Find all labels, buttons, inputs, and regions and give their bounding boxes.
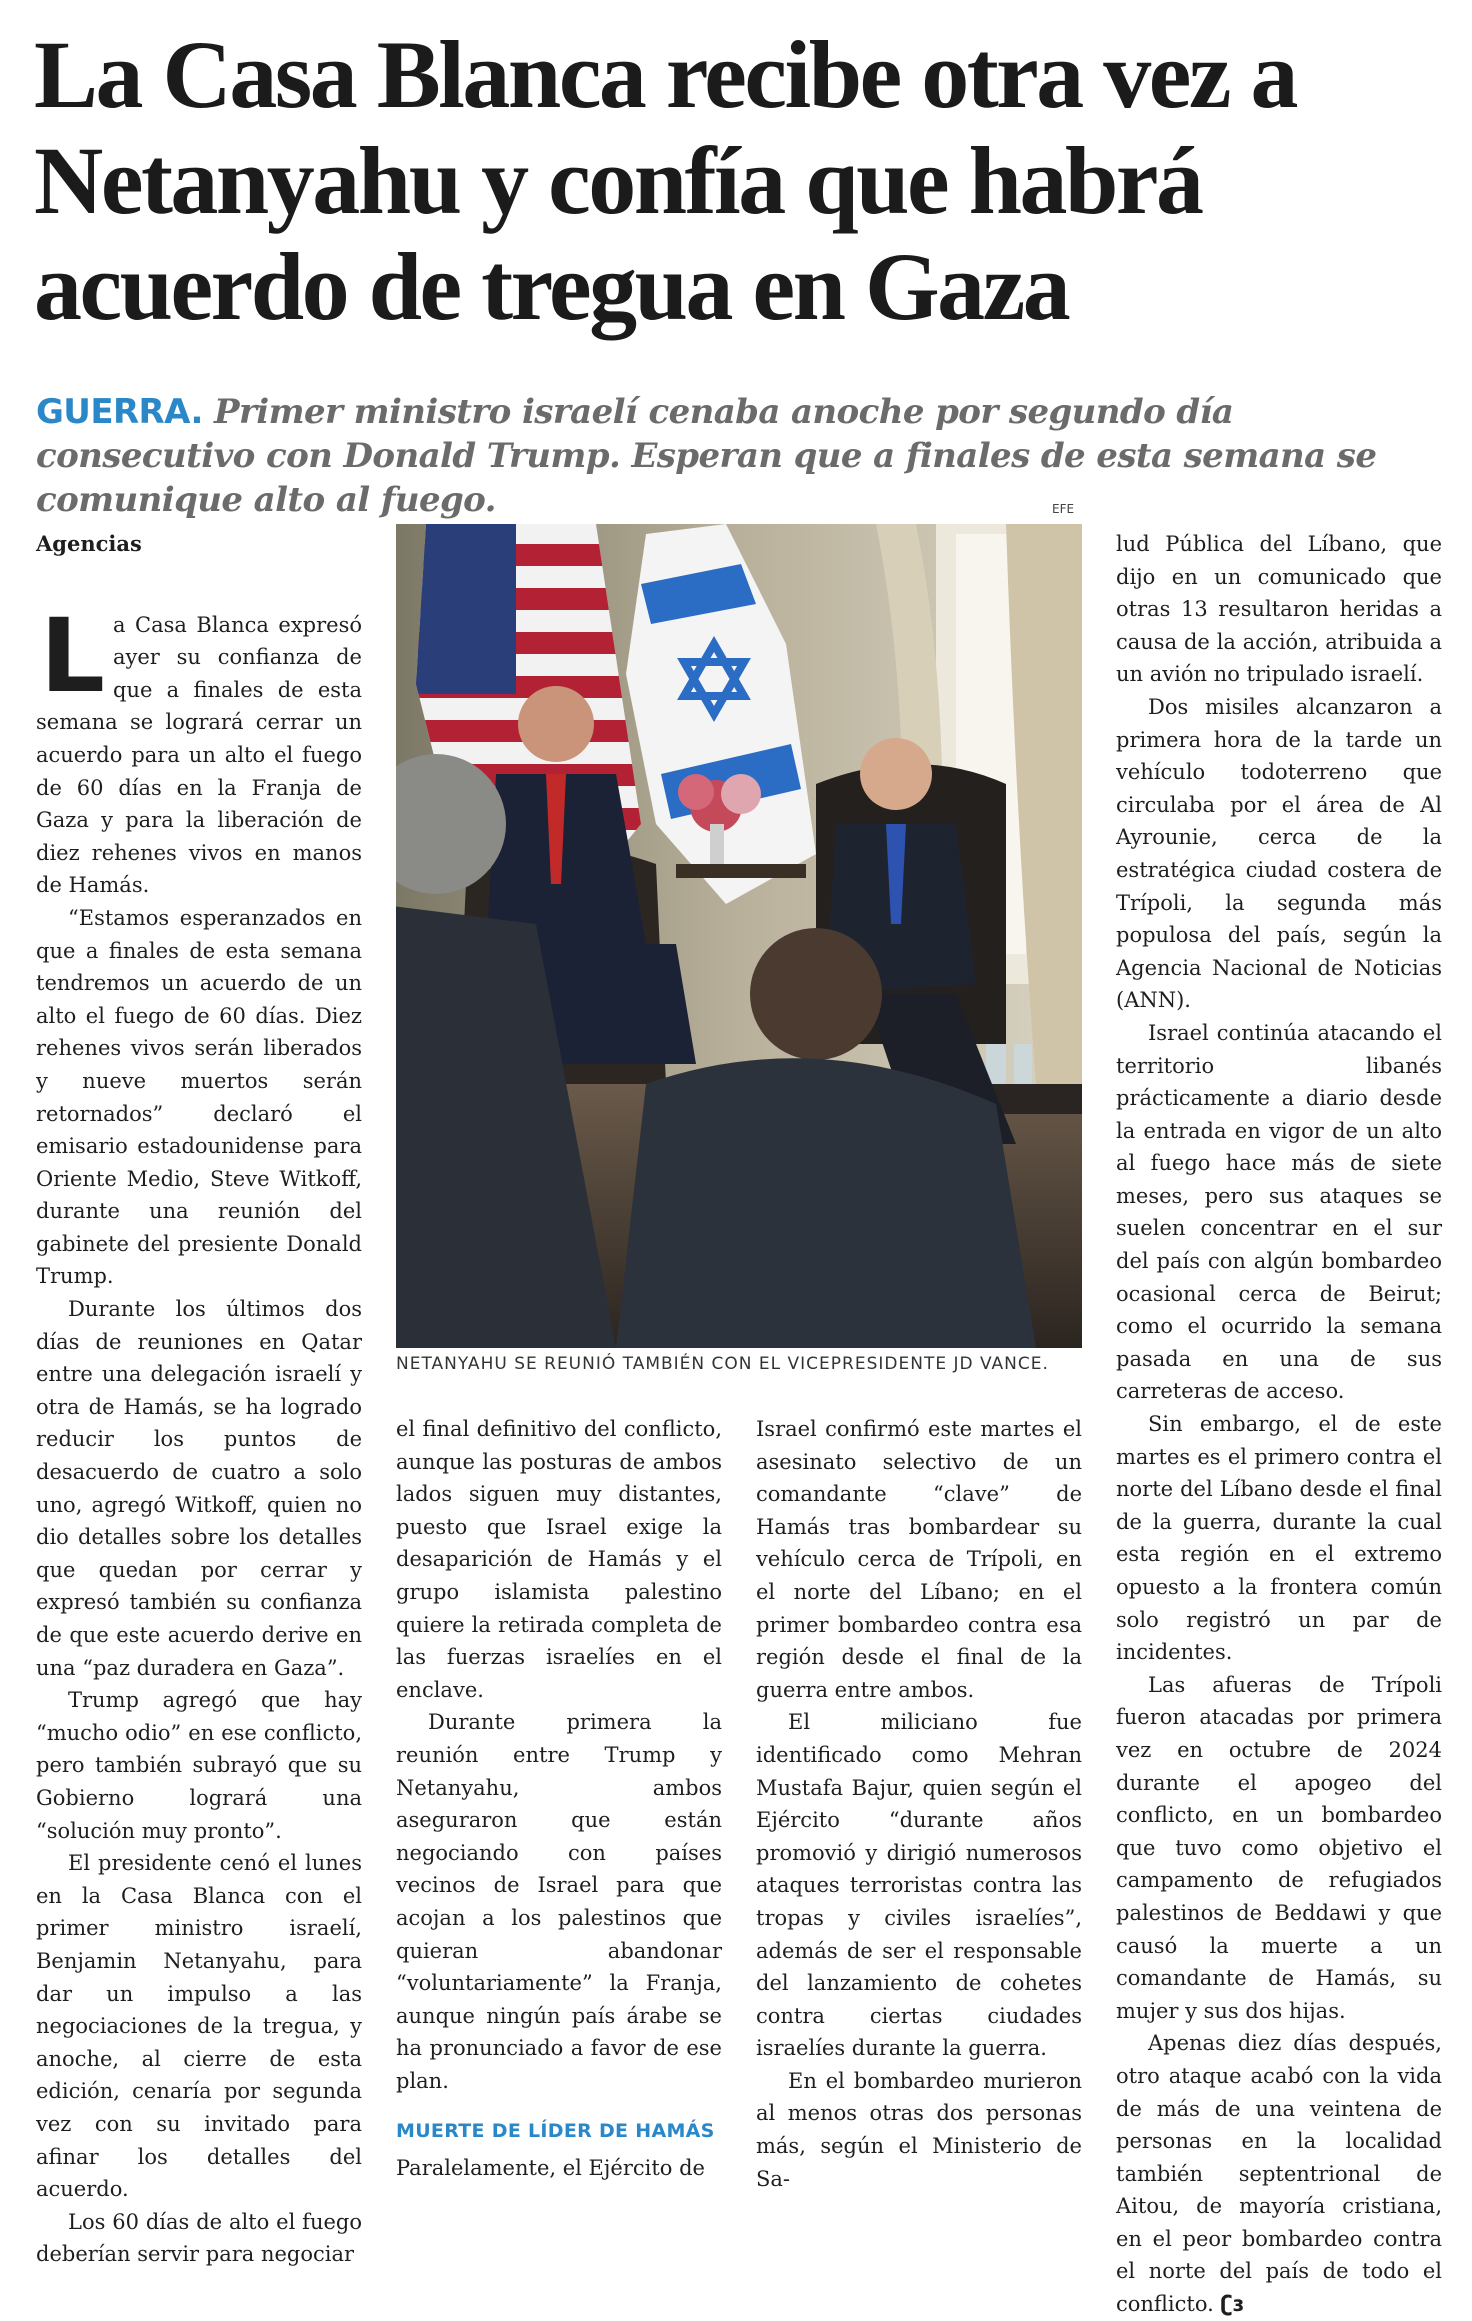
column-1 [36,528,362,2271]
deck [36,390,1436,522]
byline: Agencias [36,531,142,556]
paragraph: El presidente cenó el lunes en la Casa Blanca con el primer ministro israelí, Benjamin Netanyahu, para dar un impulso a las negociaciones de la tregua, y anoche, al cierre de esta edición, cenaría por segunda vez con su invitado para afinar los detalles del acuerdo. [36,1851,362,2202]
column-2 [396,1413,722,2185]
headline: La Casa Blanca recibe otra vez a Netanyahu y confía que habrá acuerdo de tregua en Gaza [34,21,1296,340]
paragraph: Dos misiles alcanzaron a primera hora de la tarde un vehículo todoterreno que circulaba por el área de Al Ayrounie, cerca de la estratégica ciudad costera de Trípoli, la segunda más populosa del país, según la Agencia Nacional de Noticias (ANN). [1116,694,1442,1013]
paragraph: “Estamos esperanzados en que a finales de esta semana tendremos un acuerdo de un alto el fuego de 60 días. Diez rehenes vivos serán liberados y nueve muertos serán retornados” declaró el emisario estadounidense para Oriente Medio, Steve Witkoff, durante una reunión del gabinete del presiente Donald Trump. [36,905,362,1289]
column-3 [756,1413,1082,2195]
subhead: MUERTE DE LÍDER DE HAMÁS [396,2120,715,2143]
paragraph [1116,2027,1442,2320]
paragraph: Durante los últimos dos días de reuniones en Qatar entre una delegación israelí y otra de Hamás, se ha logrado reducir los puntos de desacuerdo de cuatro a solo uno, agregó Witkoff, quien no dio detalles sobre los detalles que quedan por cerrar y expresó también su confianza de que este acuerdo derive en una “paz duradera en Gaza”. [36,1297,362,1680]
paragraph: Las afueras de Trípoli fueron atacadas por primera vez en octubre de 2024 durante el apogeo del conflicto, en un bombardeo que tuvo como objetivo el campamento de refugiados palestinos de Beddawi y que causó la muerte a un comandante de Hamás, su mujer y sus dos hijas. [1116,1672,1442,2023]
paragraph: Israel continúa atacando el territorio libanés prácticamente a diario desde la entrada en vigor de un alto al fuego hace más de siete meses, pero sus ataques se suelen concentrar en el sur del país con algún bombardeo ocasional cerca de Beirut; como el ocurrido la semana pasada en una de sus carreteras de acceso. [1116,1020,1442,1404]
paragraph: el final definitivo del conflicto, aunque las posturas de ambos lados siguen muy distantes, puesto que Israel exige la desaparición de Hamás y el grupo islamista palestino quiere la retirada completa de las fuerzas israelíes en el enclave. [396,1417,722,1702]
paragraph: El miliciano fue identificado como Mehran Mustafa Bajur, quien según el Ejército “durante años promovió y dirigió numerosos ataques terroristas contra las tropas y civiles israelíes”, además de ser el responsable del lanzamiento de cohetes contra ciertas ciudades israelíes durante la guerra. [756,1710,1082,2061]
paragraph: Durante primera la reunión entre Trump y Netanyahu, ambos aseguraron que están negociando con países vecinos de Israel para que acojan a los palestinos que quieran abandonar “voluntariamente” la Franja, aunque ningún país árabe se ha pronunciado a favor de ese plan. [396,1710,722,2093]
paragraph: En el bombardeo murieron al menos otras dos personas más, según el Ministerio de Sa- [756,2068,1082,2191]
paragraph: Sin embargo, el de este martes es el primero contra el norte del Líbano desde el final de la guerra, durante la cual esta región en el extremo opuesto a la frontera común solo registró un par de incidentes. [1116,1412,1442,1665]
news-photo [396,524,1082,1348]
end-mark: ʗɜ [1220,2292,1244,2317]
paragraph-text: a Casa Blanca expresó ayer su confianza de que a finales de esta semana se logrará cerrar un acuerdo para un alto el fuego de 60 días en la Franja de Gaza y para la liberación de diez rehenes vivos en manos de Hamás. [36,612,362,898]
paragraph: Israel confirmó este martes el asesinato selectivo de un comandante “clave” de Hamás tras bombardear su vehículo cerca de Trípoli, en el norte del Líbano; en el primer bombardeo contra esa región desde el final de la guerra entre ambos. [756,1417,1082,1702]
photo-credit: EFE [1052,502,1075,516]
paragraph [36,596,362,902]
paragraph-text: Apenas diez días después, otro ataque acabó con la vida de más de una veintena de personas en la localidad también septentrional de Aitou, de mayoría cristiana, en el peor bombardeo contra el norte del país de todo el conflicto. [1116,2031,1442,2317]
paragraph: Paralelamente, el Ejército de [396,2156,705,2181]
deck-text: Primer ministro israelí cenaba anoche por segundo día consecutivo con Donald Trump. Esperan que a finales de esta semana se comunique alto al fuego. [36,392,1377,520]
paragraph: lud Pública del Líbano, que dijo en un comunicado que otras 13 resultaron heridas a causa de la acción, atribuida a un avión no tripulado israelí. [1116,532,1442,687]
column-4 [1116,528,1442,2321]
paragraph: Trump agregó que hay “mucho odio” en ese conflicto, pero también subrayó que su Gobierno logrará una “solución muy pronto”. [36,1688,362,1843]
photo-caption: NETANYAHU SE REUNIÓ TAMBIÉN CON EL VICEPRESIDENTE JD VANCE. [396,1354,1049,1374]
kicker: GUERRA. [36,392,203,432]
drop-cap: L [40,596,105,716]
paragraph: Los 60 días de alto el fuego deberían servir para negociar [36,2209,362,2267]
